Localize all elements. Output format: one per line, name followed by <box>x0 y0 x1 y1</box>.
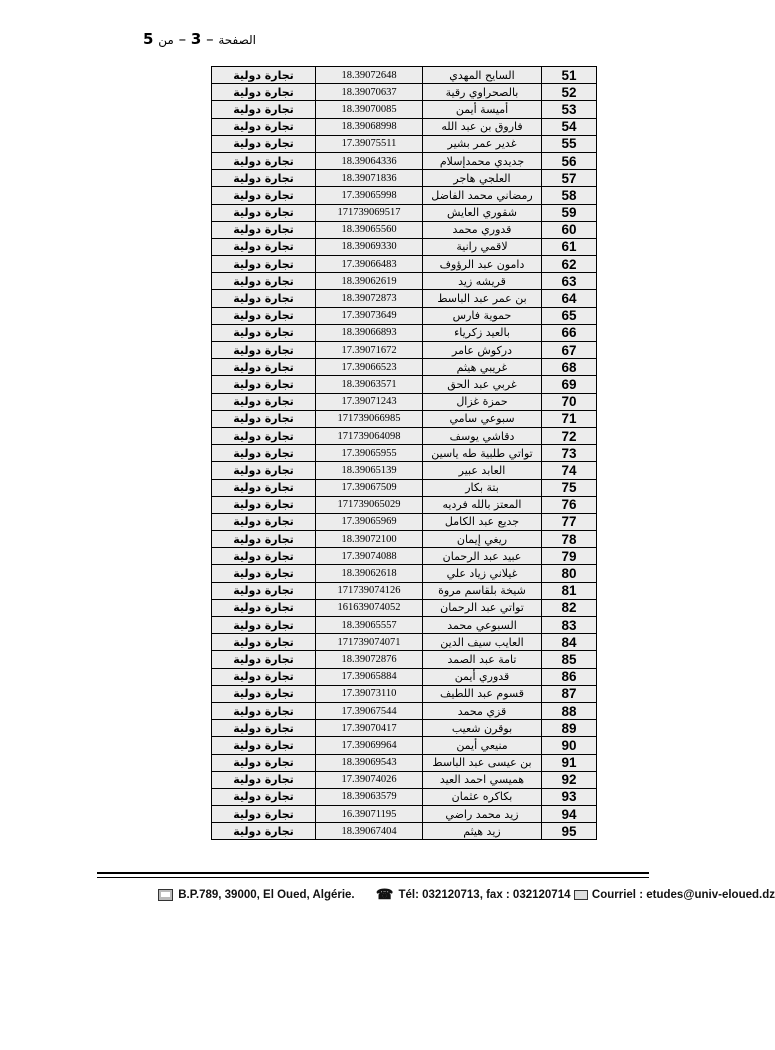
student-name-cell: العايب سيف الدين <box>423 634 542 651</box>
specialty-cell: تجارة دولية <box>212 806 316 823</box>
telephone-icon: ☎ <box>375 886 394 902</box>
row-number-cell: 87 <box>542 685 597 702</box>
registration-number-cell: 17.39065969 <box>316 513 423 530</box>
registration-number-cell: 18.39072876 <box>316 651 423 668</box>
specialty-cell: تجارة دولية <box>212 496 316 513</box>
student-name-cell: شقوري العايش <box>423 204 542 221</box>
table-row <box>212 565 597 582</box>
footer-address: B.P.789, 39000, El Oued, Algérie. <box>178 888 355 901</box>
table-row <box>212 634 597 651</box>
student-name-cell: زيد محمد راضي <box>423 806 542 823</box>
registration-number-cell: 161639074052 <box>316 599 423 616</box>
student-name-cell: دركوش عامر <box>423 342 542 359</box>
registration-number-cell: 17.39065884 <box>316 668 423 685</box>
registration-number-cell: 18.39067404 <box>316 823 423 840</box>
student-name-cell: بالصحراوي رقية <box>423 84 542 101</box>
table-row <box>212 84 597 101</box>
specialty-cell: تجارة دولية <box>212 410 316 427</box>
row-number-cell: 84 <box>542 634 597 651</box>
student-name-cell: دامون عبد الرؤوف <box>423 256 542 273</box>
table-row <box>212 67 597 84</box>
registration-number-cell: 17.39066523 <box>316 359 423 376</box>
specialty-cell: تجارة دولية <box>212 238 316 255</box>
specialty-cell: تجارة دولية <box>212 342 316 359</box>
registration-number-cell: 18.39065557 <box>316 617 423 634</box>
specialty-cell: تجارة دولية <box>212 565 316 582</box>
specialty-cell: تجارة دولية <box>212 634 316 651</box>
row-number-cell: 60 <box>542 221 597 238</box>
row-number-cell: 68 <box>542 359 597 376</box>
table-row <box>212 221 597 238</box>
table-row <box>212 720 597 737</box>
specialty-cell: تجارة دولية <box>212 702 316 719</box>
student-name-cell: حموية فارس <box>423 307 542 324</box>
specialty-cell: تجارة دولية <box>212 737 316 754</box>
specialty-cell: تجارة دولية <box>212 720 316 737</box>
student-name-cell: جديدي محمدإسلام <box>423 152 542 169</box>
row-number-cell: 64 <box>542 290 597 307</box>
footer-email: Courriel : etudes@univ-eloued.dz <box>591 888 775 901</box>
registration-number-cell: 18.39066893 <box>316 324 423 341</box>
table-row <box>212 462 597 479</box>
registration-number-cell: 18.39069543 <box>316 754 423 771</box>
page-number <box>143 30 256 48</box>
row-number-cell: 71 <box>542 410 597 427</box>
table-row <box>212 479 597 496</box>
row-number-cell: 91 <box>542 754 597 771</box>
registration-number-cell: 17.39075511 <box>316 135 423 152</box>
row-number-cell: 77 <box>542 513 597 530</box>
student-name-cell: شيخة بلقاسم مروة <box>423 582 542 599</box>
student-name-cell: بالعيد زكرياء <box>423 324 542 341</box>
table-row <box>212 737 597 754</box>
specialty-cell: تجارة دولية <box>212 273 316 290</box>
specialty-cell: تجارة دولية <box>212 256 316 273</box>
table-row <box>212 152 597 169</box>
registration-number-cell: 17.39070417 <box>316 720 423 737</box>
row-number-cell: 63 <box>542 273 597 290</box>
registration-number-cell: 171739066985 <box>316 410 423 427</box>
table-row <box>212 685 597 702</box>
student-name-cell: فاروق بن عبد الله <box>423 118 542 135</box>
registration-number-cell: 18.39072873 <box>316 290 423 307</box>
student-name-cell: بتة بكار <box>423 479 542 496</box>
row-number-cell: 89 <box>542 720 597 737</box>
table-row <box>212 307 597 324</box>
specialty-cell: تجارة دولية <box>212 393 316 410</box>
row-number-cell: 94 <box>542 806 597 823</box>
student-name-cell: السبوعي محمد <box>423 617 542 634</box>
student-name-cell: العابد عبير <box>423 462 542 479</box>
student-name-cell: تواتي عبد الرحمان <box>423 599 542 616</box>
registration-number-cell: 17.39067509 <box>316 479 423 496</box>
specialty-cell: تجارة دولية <box>212 445 316 462</box>
registration-number-cell: 18.39070085 <box>316 101 423 118</box>
registration-number-cell: 18.39069330 <box>316 238 423 255</box>
row-number-cell: 54 <box>542 118 597 135</box>
registration-number-cell: 171739074071 <box>316 634 423 651</box>
registration-number-cell: 17.39071672 <box>316 342 423 359</box>
student-name-cell: قزي محمد <box>423 702 542 719</box>
table-row <box>212 135 597 152</box>
specialty-cell: تجارة دولية <box>212 754 316 771</box>
registration-number-cell: 18.39071836 <box>316 170 423 187</box>
row-number-cell: 95 <box>542 823 597 840</box>
specialty-cell: تجارة دولية <box>212 685 316 702</box>
specialty-cell: تجارة دولية <box>212 651 316 668</box>
student-name-cell: هميسي احمد العيد <box>423 771 542 788</box>
row-number-cell: 85 <box>542 651 597 668</box>
table-row <box>212 256 597 273</box>
table-row <box>212 359 597 376</box>
page-current: 3 <box>190 30 202 48</box>
specialty-cell: تجارة دولية <box>212 599 316 616</box>
specialty-cell: تجارة دولية <box>212 221 316 238</box>
row-number-cell: 79 <box>542 548 597 565</box>
table-row <box>212 376 597 393</box>
row-number-cell: 52 <box>542 84 597 101</box>
registration-number-cell: 17.39066483 <box>316 256 423 273</box>
row-number-cell: 66 <box>542 324 597 341</box>
row-number-cell: 82 <box>542 599 597 616</box>
table-row <box>212 410 597 427</box>
row-number-cell: 62 <box>542 256 597 273</box>
table-row <box>212 754 597 771</box>
registration-number-cell: 18.39062619 <box>316 273 423 290</box>
registration-number-cell: 17.39067544 <box>316 702 423 719</box>
table-row <box>212 342 597 359</box>
table-row <box>212 513 597 530</box>
student-name-cell: عبيد عبد الرحمان <box>423 548 542 565</box>
row-number-cell: 74 <box>542 462 597 479</box>
student-name-cell: سبوعي سامي <box>423 410 542 427</box>
table-row <box>212 187 597 204</box>
specialty-cell: تجارة دولية <box>212 617 316 634</box>
table-row <box>212 788 597 805</box>
student-name-cell: ريغي إيمان <box>423 531 542 548</box>
table-row <box>212 118 597 135</box>
specialty-cell: تجارة دولية <box>212 359 316 376</box>
row-number-cell: 92 <box>542 771 597 788</box>
row-number-cell: 88 <box>542 702 597 719</box>
row-number-cell: 80 <box>542 565 597 582</box>
student-name-cell: قسوم عبد اللطيف <box>423 685 542 702</box>
student-name-cell: منيعي أيمن <box>423 737 542 754</box>
specialty-cell: تجارة دولية <box>212 307 316 324</box>
registration-number-cell: 17.39074088 <box>316 548 423 565</box>
page-label: الصفحة <box>218 33 256 47</box>
student-name-cell: بوقرن شعيب <box>423 720 542 737</box>
table-row <box>212 393 597 410</box>
specialty-cell: تجارة دولية <box>212 668 316 685</box>
footer-contact <box>158 886 775 903</box>
table-row <box>212 771 597 788</box>
row-number-cell: 78 <box>542 531 597 548</box>
specialty-cell: تجارة دولية <box>212 204 316 221</box>
table-row <box>212 617 597 634</box>
table-row <box>212 582 597 599</box>
registration-number-cell: 171739064098 <box>316 427 423 444</box>
footer-rule-thin <box>97 877 649 878</box>
registration-number-cell: 18.39064336 <box>316 152 423 169</box>
student-name-cell: حمزة غزال <box>423 393 542 410</box>
registration-number-cell: 18.39063579 <box>316 788 423 805</box>
page-dash: – <box>178 30 187 48</box>
registration-number-cell: 17.39065998 <box>316 187 423 204</box>
row-number-cell: 67 <box>542 342 597 359</box>
student-name-cell: غريبي هيثم <box>423 359 542 376</box>
table-row <box>212 238 597 255</box>
registration-number-cell: 18.39068998 <box>316 118 423 135</box>
row-number-cell: 61 <box>542 238 597 255</box>
row-number-cell: 55 <box>542 135 597 152</box>
student-name-cell: بكاكره عثمان <box>423 788 542 805</box>
student-name-cell: تامة عبد الصمد <box>423 651 542 668</box>
registration-number-cell: 171739074126 <box>316 582 423 599</box>
student-table-container <box>211 66 594 840</box>
row-number-cell: 69 <box>542 376 597 393</box>
specialty-cell: تجارة دولية <box>212 152 316 169</box>
registration-number-cell: 17.39073649 <box>316 307 423 324</box>
row-number-cell: 58 <box>542 187 597 204</box>
student-name-cell: قريشه زيد <box>423 273 542 290</box>
table-row <box>212 496 597 513</box>
specialty-cell: تجارة دولية <box>212 427 316 444</box>
specialty-cell: تجارة دولية <box>212 118 316 135</box>
table-row <box>212 204 597 221</box>
row-number-cell: 56 <box>542 152 597 169</box>
registration-number-cell: 18.39063571 <box>316 376 423 393</box>
student-name-cell: بن عمر عبد الباسط <box>423 290 542 307</box>
specialty-cell: تجارة دولية <box>212 771 316 788</box>
student-name-cell: دقاشي يوسف <box>423 427 542 444</box>
specialty-cell: تجارة دولية <box>212 187 316 204</box>
specialty-cell: تجارة دولية <box>212 84 316 101</box>
student-name-cell: السايح المهدي <box>423 67 542 84</box>
specialty-cell: تجارة دولية <box>212 582 316 599</box>
registration-number-cell: 17.39071243 <box>316 393 423 410</box>
page-of-label: من <box>158 33 174 47</box>
table-row <box>212 668 597 685</box>
page-total: 5 <box>143 30 154 48</box>
row-number-cell: 70 <box>542 393 597 410</box>
specialty-cell: تجارة دولية <box>212 788 316 805</box>
row-number-cell: 51 <box>542 67 597 84</box>
registration-number-cell: 18.39065139 <box>316 462 423 479</box>
table-row <box>212 702 597 719</box>
footer-phone-fax: Tél: 032120713, fax : 032120714 <box>398 888 571 901</box>
specialty-cell: تجارة دولية <box>212 376 316 393</box>
row-number-cell: 53 <box>542 101 597 118</box>
student-name-cell: جديع عبد الكامل <box>423 513 542 530</box>
student-name-cell: تواتي طلبية طه ياسين <box>423 445 542 462</box>
row-number-cell: 59 <box>542 204 597 221</box>
specialty-cell: تجارة دولية <box>212 135 316 152</box>
specialty-cell: تجارة دولية <box>212 67 316 84</box>
table-row <box>212 599 597 616</box>
student-name-cell: غيلاني زياد علي <box>423 565 542 582</box>
specialty-cell: تجارة دولية <box>212 324 316 341</box>
mailbox-icon <box>158 889 173 901</box>
specialty-cell: تجارة دولية <box>212 290 316 307</box>
table-row <box>212 101 597 118</box>
registration-number-cell: 18.39070637 <box>316 84 423 101</box>
table-row <box>212 531 597 548</box>
table-row <box>212 806 597 823</box>
specialty-cell: تجارة دولية <box>212 170 316 187</box>
footer-rule-thick <box>97 872 649 874</box>
row-number-cell: 90 <box>542 737 597 754</box>
table-row <box>212 427 597 444</box>
specialty-cell: تجارة دولية <box>212 513 316 530</box>
student-name-cell: قدوري أيمن <box>423 668 542 685</box>
registration-number-cell: 17.39069964 <box>316 737 423 754</box>
specialty-cell: تجارة دولية <box>212 823 316 840</box>
registration-number-cell: 17.39073110 <box>316 685 423 702</box>
student-name-cell: قدوري محمد <box>423 221 542 238</box>
row-number-cell: 86 <box>542 668 597 685</box>
registration-number-cell: 171739069517 <box>316 204 423 221</box>
specialty-cell: تجارة دولية <box>212 548 316 565</box>
table-row <box>212 324 597 341</box>
row-number-cell: 76 <box>542 496 597 513</box>
registration-number-cell: 18.39072648 <box>316 67 423 84</box>
table-row <box>212 273 597 290</box>
registration-number-cell: 18.39072100 <box>316 531 423 548</box>
student-table-body <box>212 67 597 840</box>
specialty-cell: تجارة دولية <box>212 479 316 496</box>
student-name-cell: بن عيسى عبد الباسط <box>423 754 542 771</box>
row-number-cell: 75 <box>542 479 597 496</box>
row-number-cell: 72 <box>542 427 597 444</box>
student-name-cell: رمضاني محمد الفاضل <box>423 187 542 204</box>
student-name-cell: المعتز بالله فرديه <box>423 496 542 513</box>
row-number-cell: 93 <box>542 788 597 805</box>
student-name-cell: غربي عبد الحق <box>423 376 542 393</box>
registration-number-cell: 16.39071195 <box>316 806 423 823</box>
student-name-cell: زيد هيثم <box>423 823 542 840</box>
row-number-cell: 57 <box>542 170 597 187</box>
table-row <box>212 290 597 307</box>
specialty-cell: تجارة دولية <box>212 101 316 118</box>
registration-number-cell: 17.39065955 <box>316 445 423 462</box>
specialty-cell: تجارة دولية <box>212 531 316 548</box>
student-name-cell: أميسة أيمن <box>423 101 542 118</box>
registration-number-cell: 18.39062618 <box>316 565 423 582</box>
table-row <box>212 548 597 565</box>
envelope-icon <box>574 890 588 900</box>
table-row <box>212 823 597 840</box>
table-row <box>212 651 597 668</box>
registration-number-cell: 17.39074026 <box>316 771 423 788</box>
registration-number-cell: 171739065029 <box>316 496 423 513</box>
row-number-cell: 65 <box>542 307 597 324</box>
page-dash: – <box>206 30 214 48</box>
student-name-cell: العلجي هاجر <box>423 170 542 187</box>
specialty-cell: تجارة دولية <box>212 462 316 479</box>
row-number-cell: 83 <box>542 617 597 634</box>
row-number-cell: 81 <box>542 582 597 599</box>
table-row <box>212 170 597 187</box>
student-name-cell: لاقمي رانية <box>423 238 542 255</box>
student-name-cell: غدير عمر بشير <box>423 135 542 152</box>
registration-number-cell: 18.39065560 <box>316 221 423 238</box>
student-table <box>211 66 597 840</box>
table-row <box>212 445 597 462</box>
row-number-cell: 73 <box>542 445 597 462</box>
